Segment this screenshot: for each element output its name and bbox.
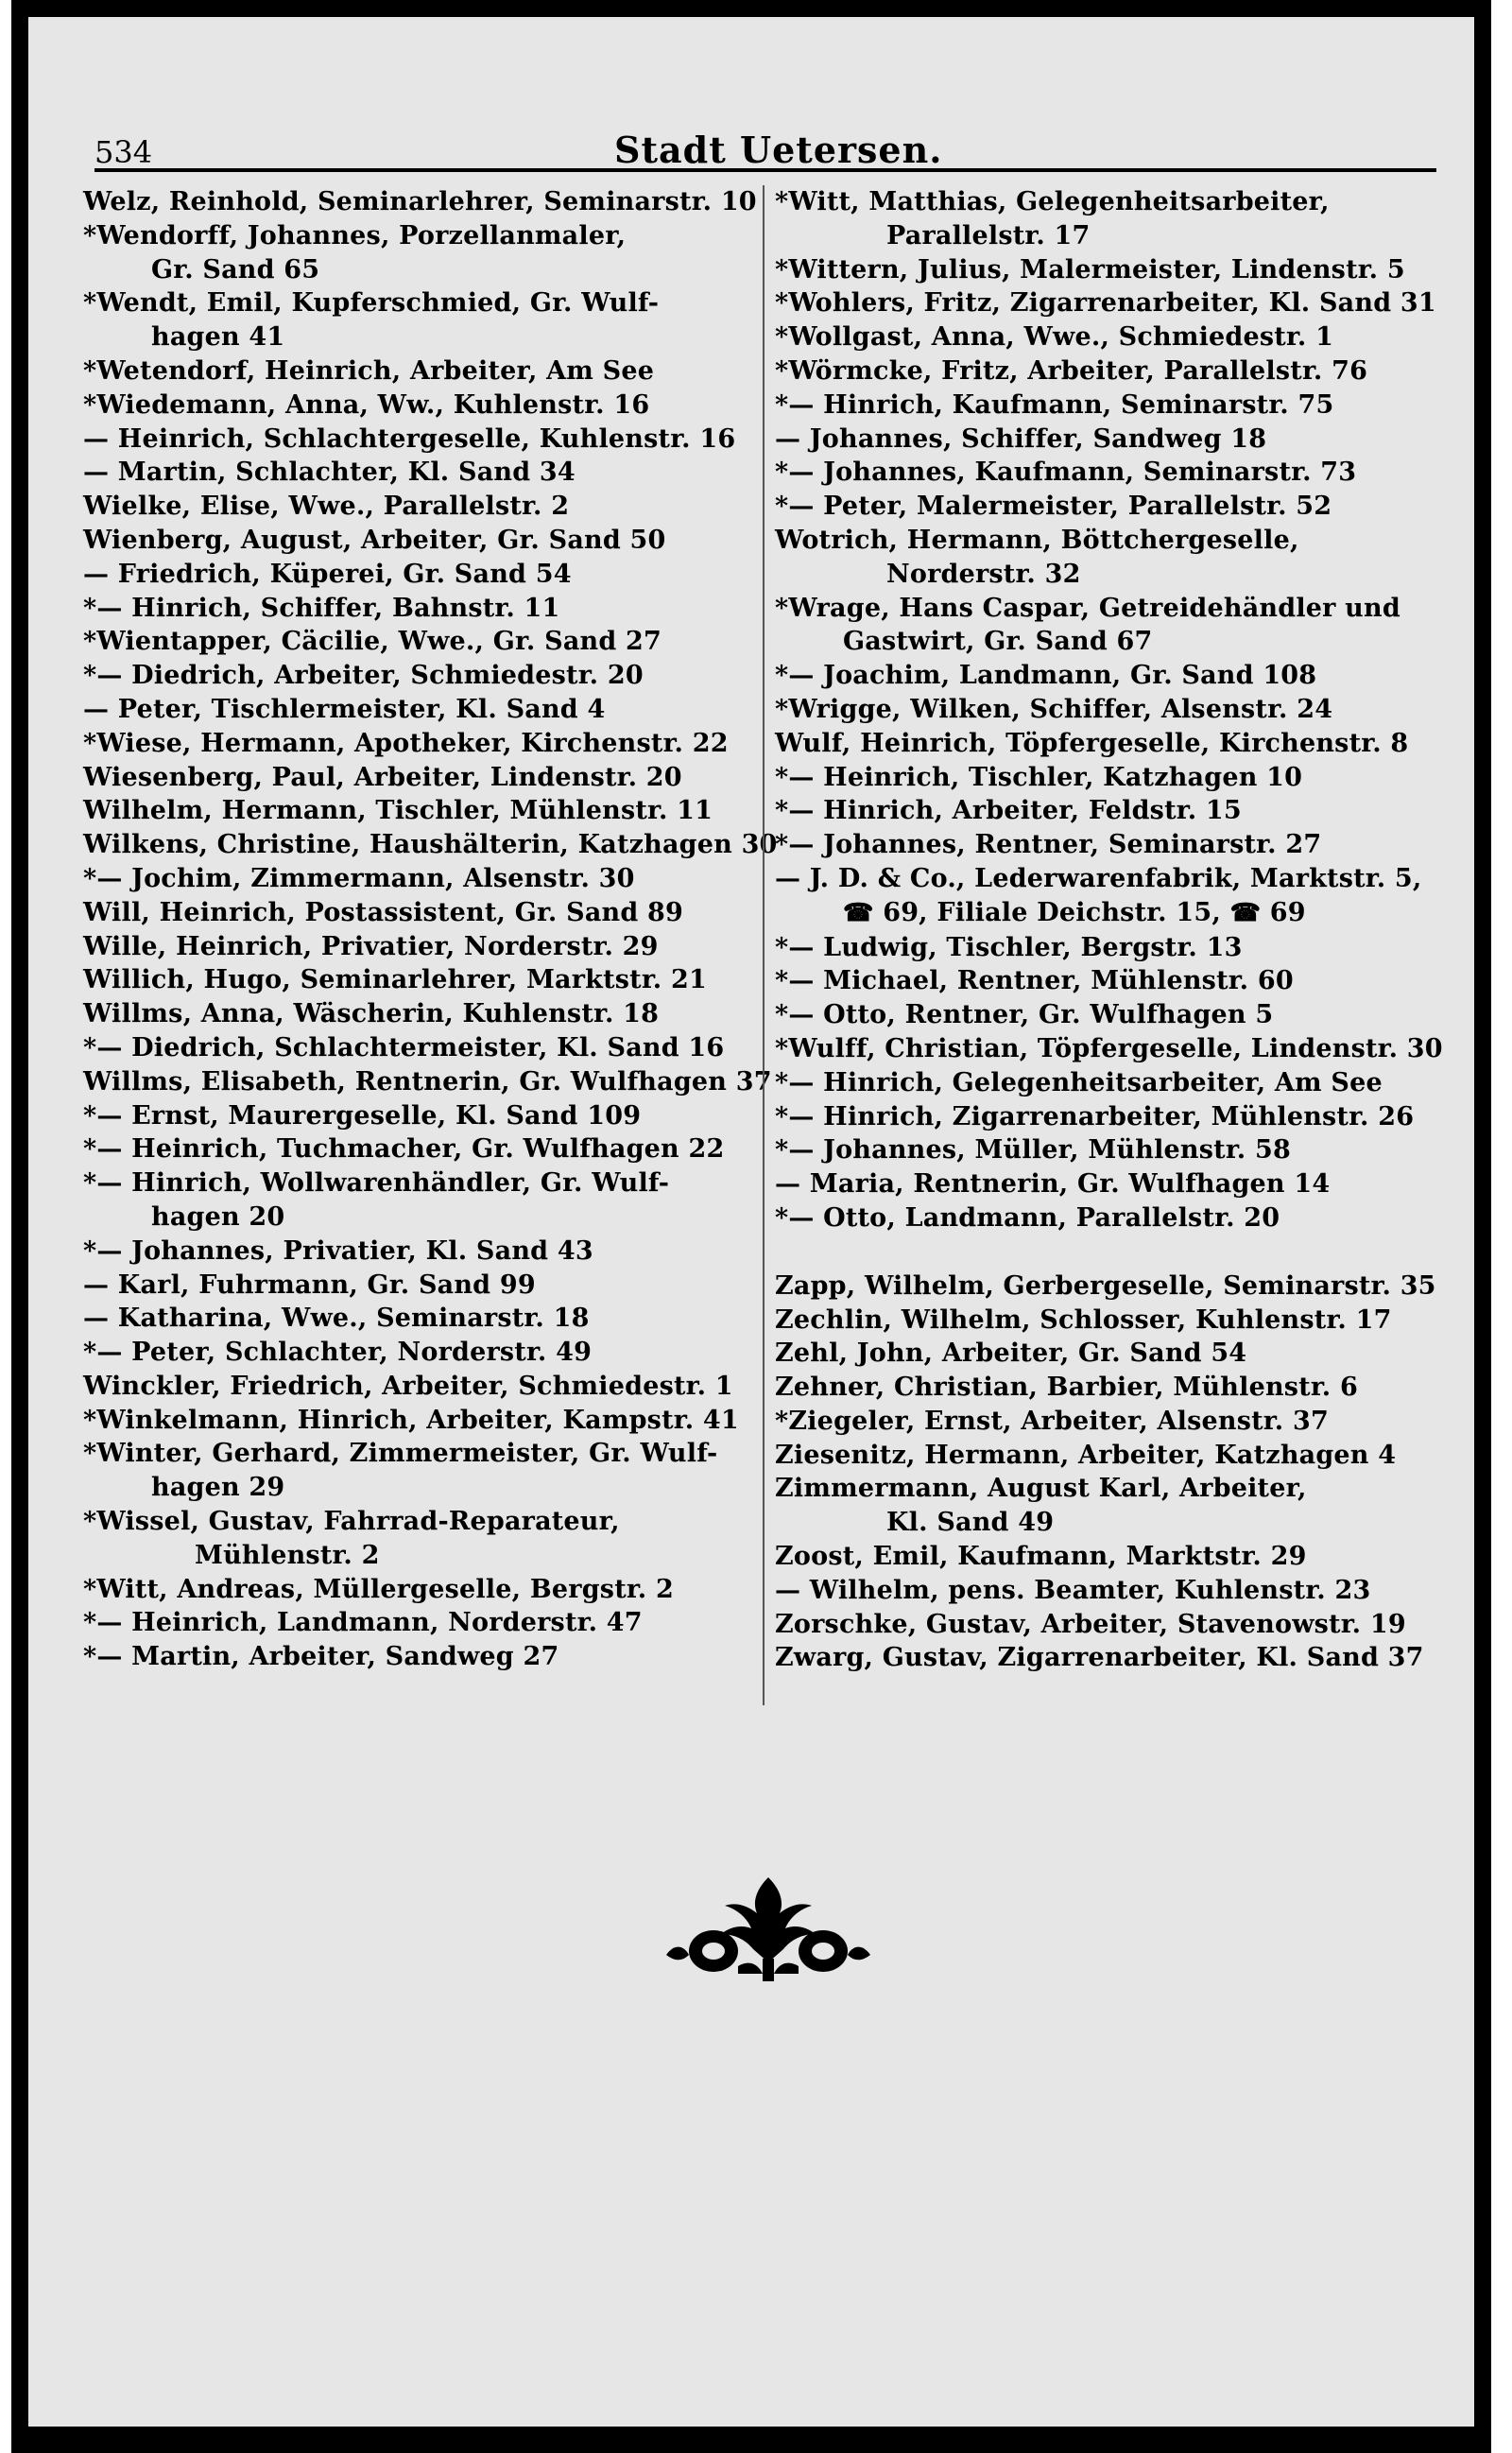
directory-entry: *— Diedrich, Arbeiter, Schmiedestr. 20: [83, 661, 644, 691]
directory-entry: *Wendorff, Johannes, Porzellanmaler,: [83, 220, 627, 250]
directory-entry: Wielke, Elise, Wwe., Parallelstr. 2: [83, 492, 570, 522]
directory-entry: *— Heinrich, Tischler, Katzhagen 10: [775, 762, 1303, 792]
directory-entry: Zapp, Wilhelm, Gerbergeselle, Seminarstr. 35: [775, 1270, 1436, 1301]
directory-entry: *— Hinrich, Gelegenheitsarbeiter, Am See: [775, 1067, 1383, 1097]
directory-entry: Wilkens, Christine, Haushälterin, Katzhagen 30: [83, 830, 778, 860]
directory-entry: Zoost, Emil, Kaufmann, Marktstr. 29: [775, 1542, 1307, 1572]
directory-entry: Zwarg, Gustav, Zigarrenarbeiter, Kl. Sand 37: [775, 1643, 1424, 1673]
directory-entry: *— Otto, Landmann, Parallelstr. 20: [775, 1202, 1280, 1233]
directory-entry: — Heinrich, Schlachtergeselle, Kuhlenstr. 16: [83, 423, 736, 454]
directory-entry: *Witt, Andreas, Müllergeselle, Bergstr. 2: [83, 1574, 674, 1604]
directory-entry: Zehner, Christian, Barbier, Mühlenstr. 6: [775, 1373, 1358, 1403]
directory-entry-continuation: Gastwirt, Gr. Sand 67: [843, 627, 1153, 657]
directory-entry: *— Jochim, Zimmermann, Alsenstr. 30: [83, 863, 635, 893]
directory-entry: Wotrich, Hermann, Böttchergeselle,: [775, 525, 1299, 555]
directory-entry: *— Heinrich, Tuchmacher, Gr. Wulfhagen 22: [83, 1134, 725, 1165]
floral-ornament-icon: [657, 1868, 880, 1989]
directory-entry: *— Ernst, Maurergeselle, Kl. Sand 109: [83, 1100, 642, 1131]
directory-entry: *Wohlers, Fritz, Zigarrenarbeiter, Kl. Sand 31: [775, 288, 1436, 319]
directory-entry: *Wulff, Christian, Töpfergeselle, Lindenstr. 30: [775, 1033, 1443, 1063]
page-frame: [11, 0, 1491, 2453]
directory-entry: — Friedrich, Küperei, Gr. Sand 54: [83, 559, 572, 589]
directory-entry: *— Heinrich, Landmann, Norderstr. 47: [83, 1608, 643, 1638]
directory-entry: *Wetendorf, Heinrich, Arbeiter, Am See: [83, 355, 655, 386]
directory-entry: *— Hinrich, Wollwarenhändler, Gr. Wulf-: [83, 1168, 670, 1199]
directory-entry: Winckler, Friedrich, Arbeiter, Schmiedestr. 1: [83, 1371, 733, 1401]
directory-entry-continuation: [775, 896, 1455, 931]
directory-entry-continuation: Parallelstr. 17: [886, 220, 1091, 250]
directory-entry: Wienberg, August, Arbeiter, Gr. Sand 50: [83, 525, 666, 555]
directory-entry: — J. D. & Co., Lederwarenfabrik, Marktstr. 5,: [775, 863, 1422, 893]
directory-entry: *Wrage, Hans Caspar, Getreidehändler und: [775, 593, 1400, 623]
directory-entry: *— Hinrich, Schiffer, Bahnstr. 11: [83, 593, 560, 623]
directory-entry: *— Johannes, Müller, Mühlenstr. 58: [775, 1135, 1291, 1166]
directory-entry: Zehl, John, Arbeiter, Gr. Sand 54: [775, 1339, 1247, 1369]
directory-entry: *— Diedrich, Schlachtermeister, Kl. Sand 16: [83, 1032, 725, 1062]
directory-entry: *Wiese, Hermann, Apotheker, Kirchenstr. 22: [83, 728, 729, 758]
directory-entry-continuation: Gr. Sand 65: [151, 254, 320, 285]
left-column: [83, 185, 778, 1674]
directory-entry: *— Johannes, Kaufmann, Seminarstr. 73: [775, 458, 1357, 488]
column-divider: [763, 185, 765, 1705]
running-title: Stadt Uetersen.: [614, 129, 943, 171]
directory-entry: *— Johannes, Privatier, Kl. Sand 43: [83, 1235, 593, 1266]
directory-entry: Zimmermann, August Karl, Arbeiter,: [775, 1474, 1307, 1504]
directory-entry: *Wörmcke, Fritz, Arbeiter, Parallelstr. 76: [775, 355, 1368, 386]
directory-entry-continuation: Kl. Sand 49: [886, 1508, 1055, 1538]
directory-entry: Will, Heinrich, Postassistent, Gr. Sand 89: [83, 897, 683, 927]
directory-entry: *Winkelmann, Hinrich, Arbeiter, Kampstr. 41: [83, 1405, 739, 1435]
page-number: 534: [94, 134, 153, 170]
directory-entry: Wiesenberg, Paul, Arbeiter, Lindenstr. 20: [83, 762, 682, 792]
directory-entry: Zorschke, Gustav, Arbeiter, Stavenowstr. 19: [775, 1609, 1406, 1639]
directory-entry: — Peter, Tischlermeister, Kl. Sand 4: [83, 694, 606, 724]
directory-entry: *— Otto, Rentner, Gr. Wulfhagen 5: [775, 1000, 1274, 1030]
directory-entry: *— Hinrich, Arbeiter, Feldstr. 15: [775, 796, 1242, 826]
telephone-receiver-icon: ☎: [843, 898, 874, 927]
directory-entry: *— Martin, Arbeiter, Sandweg 27: [83, 1642, 559, 1672]
directory-entry-continuation: hagen 41: [151, 322, 285, 353]
section-gap: [775, 1235, 1455, 1270]
directory-entry: *— Hinrich, Zigarrenarbeiter, Mühlenstr. 26: [775, 1101, 1415, 1131]
directory-entry-continuation: hagen 20: [151, 1201, 285, 1232]
page-header: [28, 129, 1474, 174]
right-column: [775, 185, 1455, 1675]
directory-entry: *Wendt, Emil, Kupferschmied, Gr. Wulf-: [83, 288, 660, 319]
directory-entry: *— Peter, Malermeister, Parallelstr. 52: [775, 492, 1332, 522]
directory-entry-continuation: Mühlenstr. 2: [195, 1540, 380, 1570]
header-rule: [94, 168, 1436, 172]
directory-entry: — Maria, Rentnerin, Gr. Wulfhagen 14: [775, 1169, 1331, 1200]
directory-entry: *Wiedemann, Anna, Ww., Kuhlenstr. 16: [83, 389, 650, 420]
directory-entry: *Wollgast, Anna, Wwe., Schmiedestr. 1: [775, 322, 1334, 353]
directory-entry: Ziesenitz, Hermann, Arbeiter, Katzhagen 4: [775, 1440, 1397, 1470]
directory-entry: *Witt, Matthias, Gelegenheitsarbeiter,: [775, 187, 1330, 216]
directory-entry: *Wientapper, Cäcilie, Wwe., Gr. Sand 27: [83, 627, 662, 657]
directory-entry: Zechlin, Wilhelm, Schlosser, Kuhlenstr. 17: [775, 1304, 1392, 1335]
directory-entry-continuation: Norderstr. 32: [886, 559, 1081, 589]
directory-entry: *— Peter, Schlachter, Norderstr. 49: [83, 1338, 593, 1368]
directory-entry: — Katharina, Wwe., Seminarstr. 18: [83, 1304, 590, 1334]
directory-entry: *Winter, Gerhard, Zimmermeister, Gr. Wulf-: [83, 1439, 718, 1469]
directory-entry: Welz, Reinhold, Seminarlehrer, Seminarstr. 10: [83, 187, 757, 216]
telephone-receiver-icon: ☎: [1229, 898, 1262, 927]
directory-entry: Wilhelm, Hermann, Tischler, Mühlenstr. 11: [83, 796, 713, 826]
document-sheet: [28, 17, 1474, 2427]
directory-entry: — Wilhelm, pens. Beamter, Kuhlenstr. 23: [775, 1575, 1371, 1605]
directory-entry: *Wittern, Julius, Malermeister, Lindenstr. 5: [775, 254, 1405, 285]
directory-entry: Wille, Heinrich, Privatier, Norderstr. 29: [83, 931, 659, 961]
directory-entry: Willich, Hugo, Seminarlehrer, Marktstr. 21: [83, 965, 707, 995]
directory-entry-continuation: hagen 29: [151, 1473, 285, 1503]
directory-entry: *Wrigge, Wilken, Schiffer, Alsenstr. 24: [775, 694, 1333, 724]
directory-entry: *— Michael, Rentner, Mühlenstr. 60: [775, 966, 1294, 996]
directory-entry: *Wissel, Gustav, Fahrrad-Reparateur,: [83, 1507, 620, 1537]
directory-entry: *— Joachim, Landmann, Gr. Sand 108: [775, 661, 1317, 691]
directory-entry: — Karl, Fuhrmann, Gr. Sand 99: [83, 1270, 536, 1300]
directory-entry: *— Hinrich, Kaufmann, Seminarstr. 75: [775, 389, 1334, 420]
directory-entry: — Johannes, Schiffer, Sandweg 18: [775, 423, 1267, 454]
directory-entry: *— Ludwig, Tischler, Bergstr. 13: [775, 932, 1243, 962]
directory-entry: Willms, Elisabeth, Rentnerin, Gr. Wulfhagen 37: [83, 1066, 772, 1097]
directory-entry: — Martin, Schlachter, Kl. Sand 34: [83, 458, 576, 488]
directory-entry: Willms, Anna, Wäscherin, Kuhlenstr. 18: [83, 999, 660, 1029]
phone-number-text: 69: [1269, 897, 1306, 927]
directory-entry: *Ziegeler, Ernst, Arbeiter, Alsenstr. 37: [775, 1406, 1329, 1436]
directory-entry: *— Johannes, Rentner, Seminarstr. 27: [775, 830, 1322, 860]
directory-entry: Wulf, Heinrich, Töpfergeselle, Kirchenstr. 8: [775, 728, 1409, 758]
phone-number-text: 69, Filiale Deichstr. 15,: [883, 897, 1221, 927]
